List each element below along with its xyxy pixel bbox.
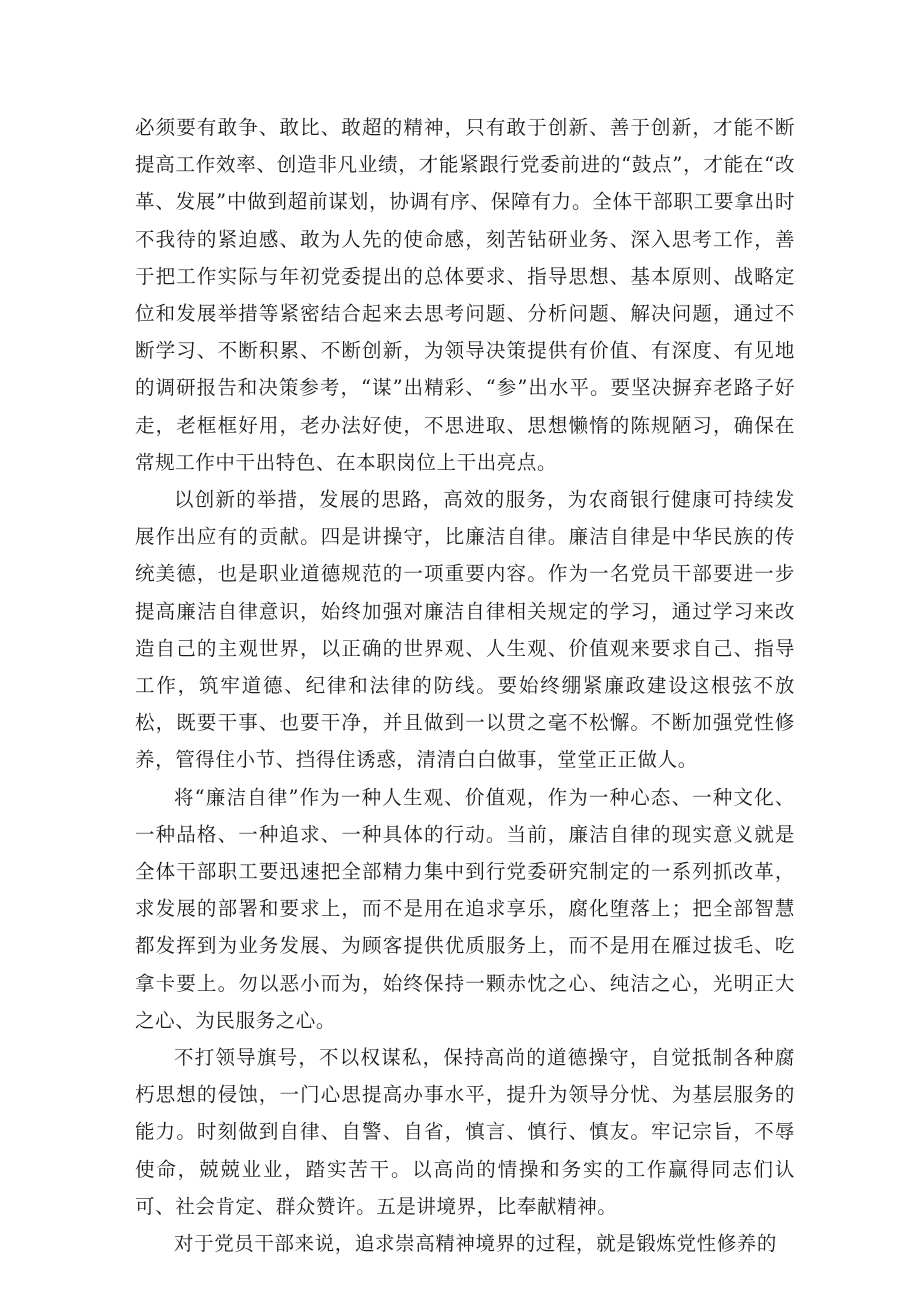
- paragraph-4: 不打领导旗号，不以权谋私，保持高尚的道德操守，自觉抵制各种腐朽思想的侵蚀，一门心思提高办事水平，提升为领导分忧、为基层服务的能力。时刻做到自律、自警、自省，慎言、慎行、慎友。牢记宗旨，不辱使命，兢兢业业，踏实苦干。以高尚的情操和务实的工作赢得同志们认可、社会肯定、群众赞许。五是讲境界，比奉献精神。: [135, 1046, 795, 1218]
- paragraph-1: 必须要有敢争、敢比、敢超的精神，只有敢于创新、善于创新，才能不断提高工作效率、创造非凡业绩，才能紧跟行党委前进的“鼓点”，才能在“改革、发展”中做到超前谋划，协调有序、保障有力。全体干部职工要拿出时不我待的紧迫感、敢为人先的使命感，刻苦钻研业务、深入思考工作，善于把工作实际与年初党委提出的总体要求、指导思想、基本原则、战略定位和发展举措等紧密结合起来去思考问题、分析问题、解决问题，通过不断学习、不断积累、不断创新，为领导决策提供有价值、有深度、有见地的调研报告和决策参考，“谋”出精彩、“参”出水平。要坚决摒弃老路子好走，老框框好用，老办法好使，不思进取、思想懒惰的陈规陋习，确保在常规工作中干出特色、在本职岗位上干出亮点。: [135, 116, 795, 474]
- paragraph-5: 对于党员干部来说，追求崇高精神境界的过程，就是锻炼党性修养的: [174, 1232, 778, 1256]
- paragraph-2: 以创新的举措，发展的思路，高效的服务，为农商银行健康可持续发展作出应有的贡献。四是讲操守，比廉洁自律。廉洁自律是中华民族的传统美德，也是职业道德规范的一项重要内容。作为一名党员干部要进一步提高廉洁自律意识，始终加强对廉洁自律相关规定的学习，通过学习来改造自己的主观世界，以正确的世界观、人生观、价值观来要求自己、指导工作，筑牢道德、纪律和法律的防线。要始终绷紧廉政建设这根弦不放松，既要干事、也要干净，并且做到一以贯之毫不松懈。不断加强党性修养，管得住小节、挡得住诱惑，清清白白做事，堂堂正正做人。: [135, 488, 795, 772]
- document-body: [135, 109, 795, 1262]
- paragraph-3: 将“廉洁自律”作为一种人生观、价值观，作为一种心态、一种文化、一种品格、一种追求、一种具体的行动。当前，廉洁自律的现实意义就是全体干部职工要迅速把全部精力集中到行党委研究制定的一系列抓改革，求发展的部署和要求上，而不是用在追求享乐，腐化堕落上；把全部智慧都发挥到为业务发展、为顾客提供优质服务上，而不是用在雁过拔毛、吃拿卡要上。勿以恶小而为，始终保持一颗赤忱之心、纯洁之心，光明正大之心、为民服务之心。: [135, 785, 795, 1032]
